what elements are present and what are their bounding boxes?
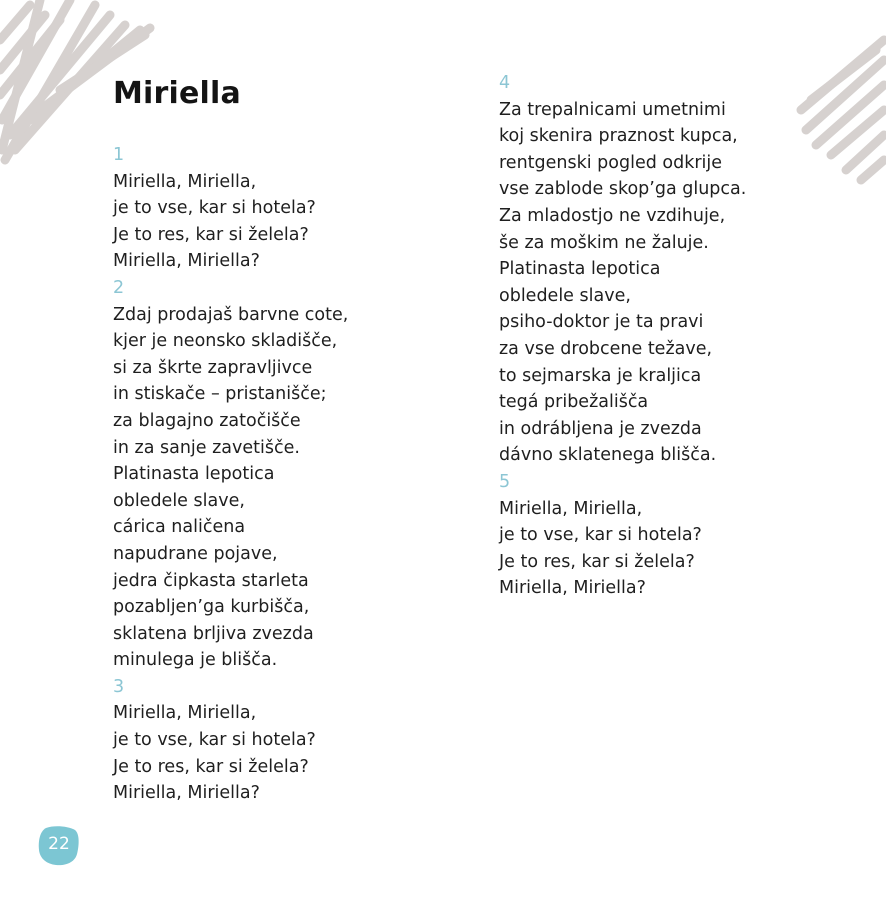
verse-line: rentgenski pogled odkrije <box>499 152 723 173</box>
verse-line: obledele slave, <box>499 285 631 306</box>
verse-line: napudrane pojave, <box>113 543 278 564</box>
page-number: 22 <box>48 834 70 854</box>
decorative-scribble <box>796 30 886 190</box>
verse-line: psiho-doktor je ta pravi <box>499 312 704 333</box>
verse-line: Zdaj prodajaš barvne cote, <box>113 304 349 325</box>
verse-line: cárica naličena <box>113 517 246 538</box>
verse-line: še za moškim ne žaluje. <box>499 232 709 253</box>
verse-line: in stiskače – pristanišče; <box>113 384 327 405</box>
stanza <box>113 142 348 275</box>
verse-line: za vse drobcene težave, <box>499 338 713 359</box>
stanza <box>113 674 348 807</box>
verse-line: Za mladostjo ne vzdihuje, <box>499 205 726 226</box>
stanza-number: 4 <box>499 73 511 93</box>
stanza <box>499 469 746 602</box>
verse-line: in za sanje zavetišče. <box>113 437 300 458</box>
verse-line: si za škrte zapravljivce <box>113 357 313 378</box>
poem-column-left <box>113 142 348 807</box>
verse-line: je to vse, kar si hotela? <box>113 730 316 751</box>
page-number-badge <box>38 824 80 866</box>
verse-line: za blagajno zatočišče <box>113 410 301 431</box>
verse-line: dávno sklatenega blišča. <box>499 445 717 466</box>
verse-line: Za trepalnicami umetnimi <box>499 99 726 120</box>
verse-line: Je to res, kar si želela? <box>499 551 695 572</box>
verse-line: Platinasta lepotica <box>113 464 275 485</box>
verse-line: to sejmarska je kraljica <box>499 365 702 386</box>
verse-line: jedra čipkasta starleta <box>113 570 309 591</box>
stanza-number: 2 <box>113 277 125 298</box>
poem-column-right <box>499 70 746 602</box>
stanza <box>113 275 348 674</box>
stanza <box>499 70 746 469</box>
verse-line: Je to res, kar si želela? <box>113 224 309 245</box>
verse-line: pozabljen’ga kurbišča, <box>113 597 310 618</box>
verse-line: koj skenira praznost kupca, <box>499 126 738 147</box>
verse-line: tegá pribežališča <box>499 392 649 413</box>
verse-line: sklatena brljiva zvezda <box>113 623 314 644</box>
verse-line: in odrábljena je zvezda <box>499 418 702 439</box>
verse-line: Platinasta lepotica <box>499 259 661 280</box>
verse-line: je to vse, kar si hotela? <box>499 525 702 546</box>
verse-line: Miriella, Miriella, <box>113 171 257 192</box>
stanza-number: 1 <box>113 145 125 165</box>
verse-line: vse zablode skop’ga glupca. <box>499 179 747 200</box>
stanza-number: 3 <box>113 676 125 697</box>
verse-line: Miriella, Miriella? <box>113 783 260 804</box>
stanza-number: 5 <box>499 471 511 492</box>
poem-title: Miriella <box>113 76 241 111</box>
verse-line: Miriella, Miriella? <box>113 251 260 272</box>
verse-line: obledele slave, <box>113 490 245 511</box>
verse-line: Je to res, kar si želela? <box>113 756 309 777</box>
verse-line: je to vse, kar si hotela? <box>113 198 316 219</box>
verse-line: Miriella, Miriella, <box>113 703 257 724</box>
verse-line: kjer je neonsko skladišče, <box>113 331 338 352</box>
verse-line: Miriella, Miriella? <box>499 578 646 599</box>
verse-line: Miriella, Miriella, <box>499 498 643 519</box>
verse-line: minulega je blišča. <box>113 650 278 671</box>
